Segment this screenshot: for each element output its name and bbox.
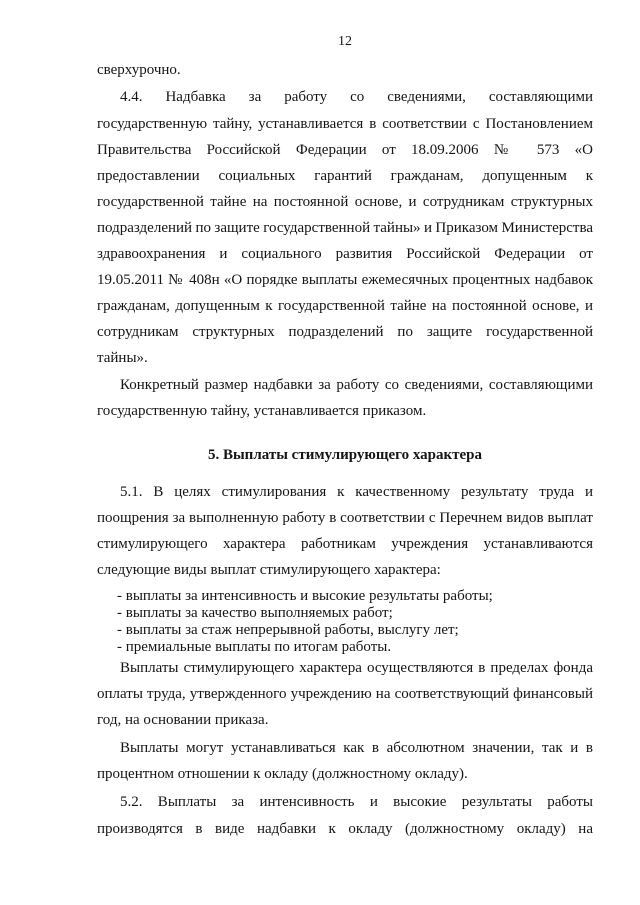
text-line: год, на основании приказа. [97, 712, 269, 728]
section-heading: 5. Выплаты стимулирующего характера [207, 447, 483, 463]
text-line: 5.2. Выплаты за интенсивность и высокие результаты работы [120, 794, 593, 810]
text-line: производятся в виде надбавки к окладу (должностному окладу) на [97, 821, 593, 837]
text-line: государственную тайну, устанавливается приказом. [97, 403, 427, 419]
text-line: 4.4. Надбавка за работу со сведениями, составляющими [120, 89, 593, 105]
text-line: процентном отношении к окладу (должностному окладу). [97, 766, 468, 782]
text-line: предоставлении социальных гарантий гражданам, допущенным к [97, 168, 593, 184]
text-line: Выплаты могут устанавливаться как в абсолютном значении, так и в [120, 740, 593, 756]
text-line: 19.05.2011 № 408н «О порядке выплаты ежемесячных процентных надбавок [97, 272, 593, 288]
text-line: Конкретный размер надбавки за работу со сведениями, составляющими [120, 377, 593, 393]
text-line: следующие виды выплат стимулирующего характера: [97, 562, 441, 578]
text-line: сотрудникам структурных подразделений по защите государственной [97, 324, 593, 340]
list-item: - премиальные выплаты по итогам работы. [117, 639, 392, 655]
text-line: государственной тайне на постоянной основе, и сотрудникам структурных [97, 194, 593, 210]
text-line: здравоохранения и социального развития Российской Федерации от [97, 246, 593, 262]
text-line: государственную тайну, устанавливается в соответствии с Постановлением [97, 116, 593, 132]
text-line: оплаты труда, утвержденного учреждению на соответствующий финансовый [97, 686, 593, 702]
text-line: подразделений по защите государственной тайны» и Приказом Министерства [97, 220, 593, 236]
text-line: Выплаты стимулирующего характера осуществляются в пределах фонда [120, 660, 593, 676]
text-line: поощрения за выполненную работу в соответствии с Перечнем видов выплат [97, 510, 593, 526]
text-line: тайны». [97, 350, 148, 366]
page-number: 12 [338, 34, 352, 49]
text-line: 5.1. В целях стимулирования к качественному результату труда и [120, 484, 593, 500]
list-item: - выплаты за стаж непрерывной работы, выслугу лет; [117, 622, 459, 638]
list-item: - выплаты за качество выполняемых работ; [117, 605, 393, 621]
text-line: стимулирующего характера работникам учреждения устанавливаются [97, 536, 593, 552]
text-line: Правительства Российской Федерации от 18.09.2006 № 573 «О [97, 142, 593, 158]
list-item: - выплаты за интенсивность и высокие результаты работы; [117, 588, 493, 604]
text-line: сверхурочно. [97, 62, 181, 78]
text-line: гражданам, допущенным к государственной тайне на постоянной основе, и [97, 298, 593, 314]
